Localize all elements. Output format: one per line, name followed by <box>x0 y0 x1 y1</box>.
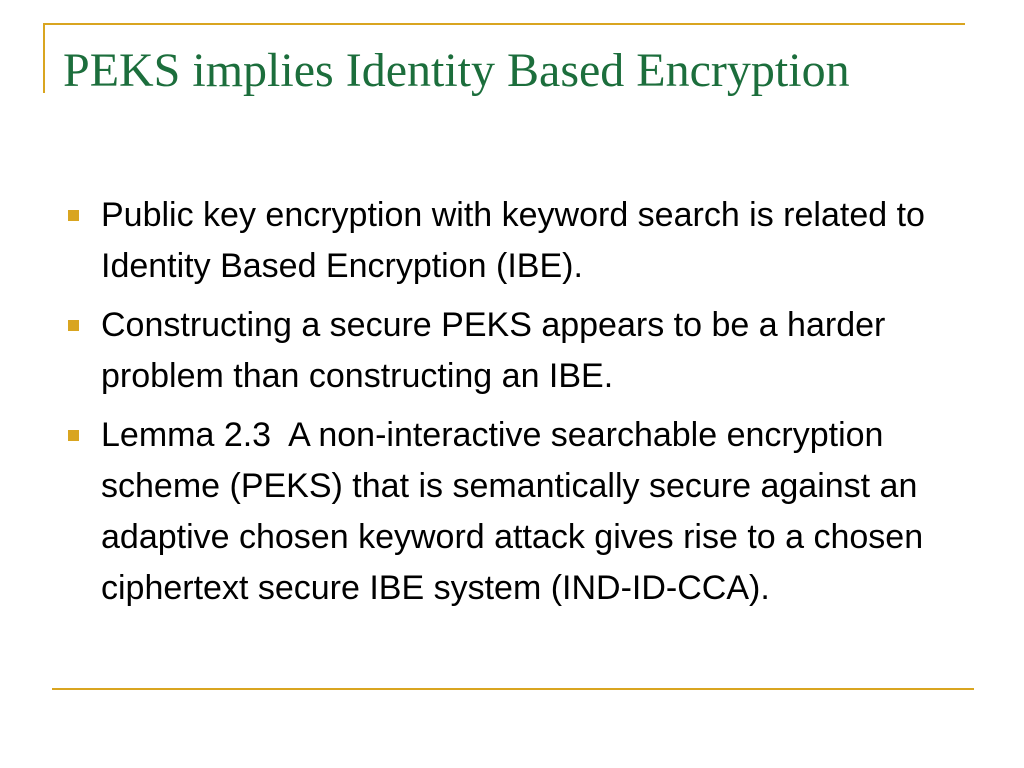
bullet-text: Public key encryption with keyword search is related to Identity Based Encryption (IBE). <box>101 196 935 285</box>
bullet-text: Constructing a secure PEKS appears to be a harder problem than constructing an IBE. <box>101 306 895 395</box>
square-bullet-icon <box>68 320 79 331</box>
bullet-item <box>64 190 964 292</box>
slide-title: PEKS implies Identity Based Encryption <box>63 44 850 97</box>
top-rule <box>43 23 965 25</box>
square-bullet-icon <box>68 210 79 221</box>
bullet-text: Lemma 2.3 A non-interactive searchable encryption scheme (PEKS) that is semantically secure against an adaptive chosen keyword attack gives rise to a chosen ciphertext secure IBE system (IND-ID-CCA). <box>101 416 933 607</box>
bottom-rule <box>52 688 974 690</box>
left-rule <box>43 23 45 93</box>
bullet-item <box>64 410 964 614</box>
square-bullet-icon <box>68 430 79 441</box>
bullet-list <box>64 190 964 622</box>
bullet-item <box>64 300 964 402</box>
